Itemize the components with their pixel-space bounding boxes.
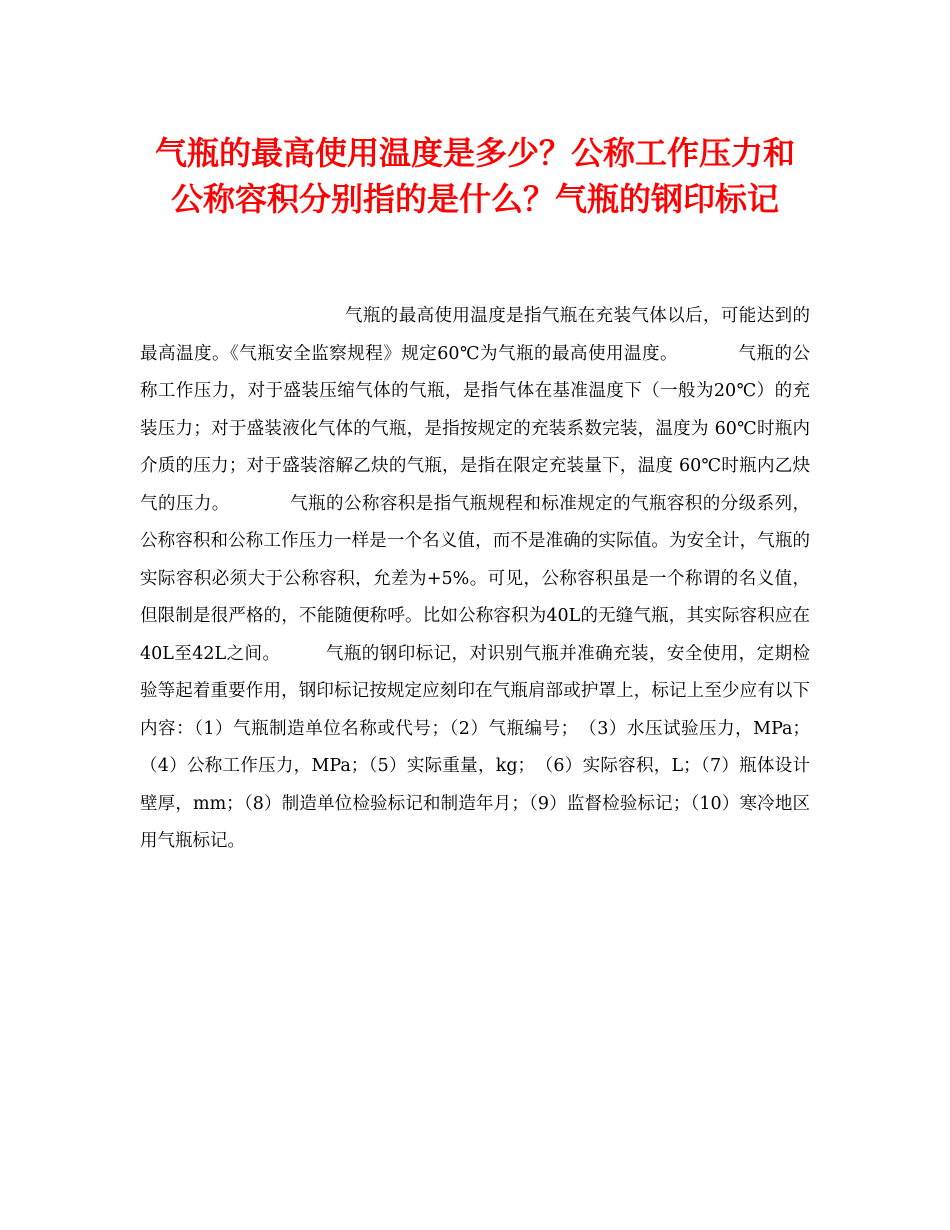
paragraph-nominal-volume: 气瓶的公称容积是指气瓶规程和标准规定的气瓶容积的分级系列，公称容积和公称工作压力一样是一个名义值，而不是准确的实际值。为安全计，气瓶的实际容积必须大于公称容积，允差为+5%。可见，公称容积虽是一个称谓的名义值，但限制是很严格的，不能随便称呼。比如公称容积为40L的无缝气瓶，其实际容积应在40L至42L之间。 — [140, 493, 811, 664]
document-title: 气瓶的最高使用温度是多少？公称工作压力和公称容积分别指的是什么？气瓶的钢印标记 — [154, 134, 795, 218]
paragraph-steel-stamp-marking: 气瓶的钢印标记，对识别气瓶并准确充装，安全使用，定期检验等起着重要作用，钢印标记按规定应刻印在气瓶肩部或护罩上，标记上至少应有以下内容：（1）气瓶制造单位名称或代号；（2）气瓶编号； （3）水压试验压力，MPa；（4）公称工作压力，MPa；（5）实际重量，kg； （6）实际容积，L；（7）瓶体设计壁厚，mm；（8）制造单位检验标记和制造年月；（9）监督检验标记；（10）寒冷地区用气瓶标记。 — [140, 643, 811, 851]
paragraph-working-pressure: 气瓶的公称工作压力，对于盛装压缩气体的气瓶，是指气体在基准温度下（一般为20℃）的充装压力；对于盛装液化气体的气瓶，是指按规定的充装系数完装，温度为 60℃时瓶内介质的压力；对于盛装溶解乙炔的气瓶，是指在限定充装量下，温度 60℃时瓶内乙炔气的压力。 — [140, 343, 811, 514]
document-body — [140, 298, 810, 861]
paragraph-max-temperature: 气瓶的最高使用温度是指气瓶在充装气体以后，可能达到的最高温度。《气瓶安全监察规程》规定60℃为气瓶的最高使用温度。 — [140, 306, 810, 364]
